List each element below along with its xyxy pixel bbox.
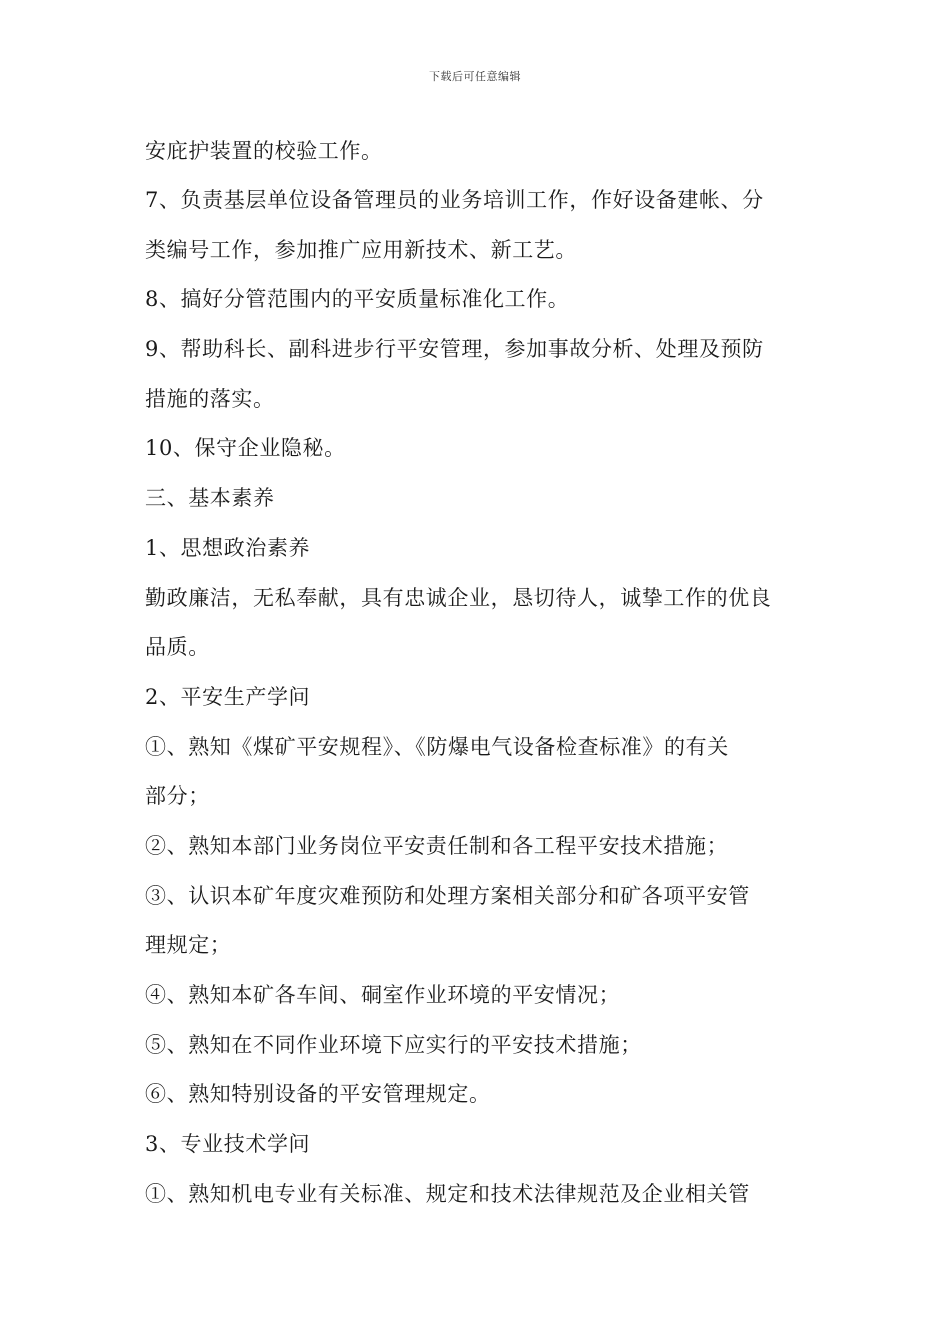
text-line: ⑥、熟知特别设备的平安管理规定。 — [145, 1082, 491, 1106]
text-line: 9、帮助科长、副科进步行平安管理，参加事故分析、处理及预防 — [145, 337, 764, 361]
text-line: 品质。 — [145, 635, 210, 659]
text-line: ①、熟知机电专业有关标准、规定和技术法律规范及企业相关管 — [145, 1182, 750, 1206]
subsection-heading: 1、思想政治素养 — [145, 536, 311, 560]
text-line: 勤政廉洁，无私奉献，具有忠诚企业，恳切待人，诚挚工作的优良 — [145, 586, 772, 610]
text-line: 部分； — [145, 784, 210, 808]
text-line: ③、认识本矿年度灾难预防和处理方案相关部分和矿各项平安管 — [145, 884, 750, 908]
text-line: 措施的落实。 — [145, 387, 275, 411]
text-line: ②、熟知本部门业务岗位平安责任制和各工程平安技术措施； — [145, 834, 729, 858]
subsection-heading: 2、平安生产学问 — [145, 685, 311, 709]
text-line: ①、熟知《煤矿平安规程》、《防爆电气设备检查标准》的有关 — [145, 735, 729, 759]
page-header-note: 下载后可任意编辑 — [429, 70, 521, 83]
text-line: 安庇护装置的校验工作。 — [145, 139, 383, 163]
text-line: 理规定； — [145, 933, 232, 957]
subsection-heading: 3、专业技术学问 — [145, 1132, 311, 1156]
text-line: ④、熟知本矿各车间、硐室作业环境的平安情况； — [145, 983, 621, 1007]
text-line: ⑤、熟知在不同作业环境下应实行的平安技术措施； — [145, 1033, 642, 1057]
section-heading: 三、基本素养 — [145, 486, 275, 510]
text-line: 8、搞好分管范围内的平安质量标准化工作。 — [145, 287, 570, 311]
text-line: 7、负责基层单位设备管理员的业务培训工作，作好设备建帐、分 — [145, 188, 764, 212]
text-line: 类编号工作，参加推广应用新技术、新工艺。 — [145, 238, 577, 262]
text-line: 10、保守企业隐秘。 — [145, 436, 346, 460]
